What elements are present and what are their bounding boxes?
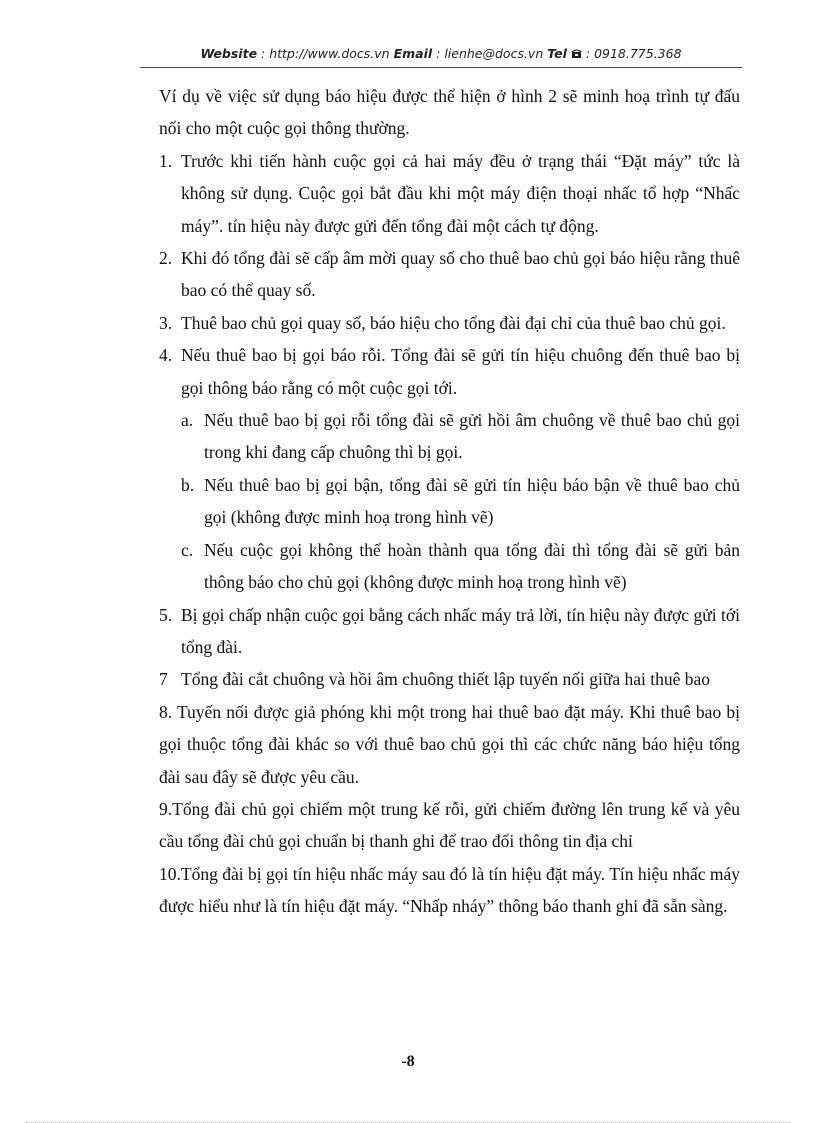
sub-list-text: Nếu thuê bao bị gọi rỗi tổng đài sẽ gửi hồi âm chuông về thuê bao chủ gọi trong khi đang cấp chuông thì bị gọi. — [204, 410, 740, 463]
list-number: 2. — [159, 248, 173, 269]
tel-label: Tel — [547, 46, 567, 61]
sub-list-letter: c. — [181, 539, 194, 560]
body-paragraph: 9.Tổng đài chủ gọi chiếm một trung kế rỗi, gửi chiếm đường lên trung kế và yêu cầu tổng đài chủ gọi chuẩn bị thanh ghi để trao đổi thông tin địa chỉ — [159, 798, 740, 852]
list-item — [159, 339, 740, 404]
list-number: 7 — [159, 669, 168, 690]
intro-paragraph: Ví dụ về việc sử dụng báo hiệu được thể hiện ở hình 2 sẽ minh hoạ trình tự đấu nối cho một cuộc gọi thông thường. — [159, 86, 740, 139]
list-item — [159, 599, 740, 664]
list-number: 4. — [159, 345, 173, 366]
list-text: Nếu thuê bao bị gọi báo rỗi. Tổng đài sẽ gửi tín hiệu chuông đến thuê bao bị gọi thông báo rằng có một cuộc gọi tới. — [181, 345, 740, 398]
sub-list-item — [159, 469, 740, 534]
sub-list-letter: a. — [181, 410, 194, 431]
sub-list-letter: b. — [181, 474, 195, 495]
sub-list-text: Nếu thuê bao bị gọi bận, tổng đài sẽ gửi tín hiệu báo bận về thuê bao chủ gọi (không được minh hoạ trong hình vẽ) — [204, 474, 740, 528]
list-item — [159, 663, 740, 695]
tel-value: : 0918.775.368 — [581, 46, 682, 61]
phone-icon — [571, 46, 582, 61]
list-item — [159, 307, 740, 339]
email-label: Email — [393, 46, 433, 61]
email-value: : lienhe@docs.vn — [432, 46, 548, 61]
list-text: Khi đó tổng đài sẽ cấp âm mời quay số cho thuê bao chủ gọi báo hiệu rằng thuê bao có thể quay số. — [181, 248, 740, 301]
document-body — [159, 80, 740, 923]
sub-list-item — [159, 534, 740, 599]
list-text: Tổng đài cắt chuông và hồi âm chuông thiết lập tuyến nối giữa hai thuê bao — [181, 669, 710, 690]
list-text: Bị gọi chấp nhận cuộc gọi bằng cách nhấc máy trả lời, tín hiệu này được gửi tới tổng đài. — [181, 604, 740, 657]
page-number: -8 — [401, 1053, 415, 1070]
body-paragraph: 10.Tổng đài bị gọi tín hiệu nhấc máy sau đó là tín hiệu đặt máy. Tín hiệu nhấc máy được hiểu như là tín hiệu đặt máy. “Nhấp nháy” thông báo thanh ghi đã sẵn sàng. — [159, 863, 740, 917]
list-item — [159, 145, 740, 242]
website-value: : http://www.docs.vn — [257, 46, 394, 61]
list-text: Thuê bao chủ gọi quay số, báo hiệu cho tổng đài đại chỉ của thuê bao chủ gọi. — [181, 312, 726, 333]
list-number: 3. — [159, 312, 173, 333]
list-item — [159, 242, 740, 307]
list-number: 5. — [159, 604, 173, 625]
list-text: Trước khi tiến hành cuộc gọi cả hai máy đều ở trạng thái “Đặt máy” tức là không sử dụng. Cuộc gọi bắt đầu khi một máy điện thoại nhấc tổ hợp “Nhấc máy”. tín hiệu này được gửi đến tổng đài một cách tự động. — [181, 150, 740, 236]
sub-list-text: Nếu cuộc gọi không thể hoàn thành qua tổng đài thì tổng đài sẽ gửi bản thông báo cho chủ gọi (không được minh hoạ trong hình vẽ) — [204, 539, 740, 593]
header-rule — [140, 67, 742, 68]
page-header — [140, 46, 742, 61]
sub-list-item — [159, 404, 740, 469]
list-number: 1. — [159, 150, 173, 171]
website-label: Website — [200, 46, 258, 61]
body-paragraph: 8. Tuyến nối được giả phóng khi một trong hai thuê bao đặt máy. Khi thuê bao bị gọi thuộc tổng đài khác so với thuê bao chủ gọi thì các chức năng báo hiệu tổng đài sau đây sẽ được yêu cầu. — [159, 701, 740, 787]
